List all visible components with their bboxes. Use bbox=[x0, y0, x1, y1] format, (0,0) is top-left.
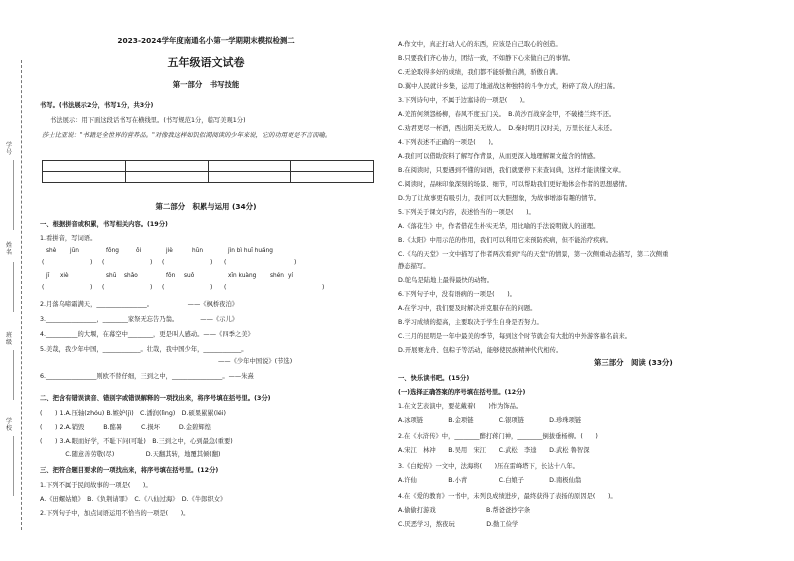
answer-paren-close: ) bbox=[90, 284, 93, 291]
pinyin: jiè bbox=[166, 248, 173, 254]
answer-paren-close: ) bbox=[150, 259, 153, 266]
writing-cell[interactable] bbox=[43, 172, 126, 183]
answer-paren-close: ) bbox=[210, 284, 213, 291]
pinyin: shè bbox=[46, 248, 57, 254]
answer-paren-open: ( bbox=[162, 259, 165, 266]
r-line: 3.下列诗句中，不属于边塞诗的一项是( )。 bbox=[398, 97, 529, 104]
q3-title: 三、把符合题目要求的一项找出来，将序号填在括号里。(12分) bbox=[40, 467, 219, 474]
r-line: B.《太阳》中用示范的作用，我们可以利用它来预防疾病，但不能治疗疾病。 bbox=[398, 237, 613, 244]
writing-cell[interactable] bbox=[208, 161, 291, 172]
binding-label-student-id: 学号 bbox=[5, 142, 12, 156]
r-line: D.鸵鸟是陆地上最得最快的动物。 bbox=[398, 277, 494, 284]
answer-paren-close: ) bbox=[322, 284, 325, 291]
writing-quote: 莎士比亚说："书籍是全世界的营养品。"对像我这样如饥似渴阅读的少年来说，它的功用更是不言而喻。 bbox=[42, 132, 332, 139]
q2-item-3-cont: C.随意善劳敬(尽) D.天翻其转，地覆其倾(翻) bbox=[40, 451, 221, 458]
reading-sec1-title: 一、快乐读书吧。(15分) bbox=[398, 375, 470, 382]
exam-title: 五年级语文试卷 bbox=[167, 56, 245, 69]
pinyin: yí bbox=[288, 273, 294, 279]
writing-requirement: 书法展示：用下面这段话书写在横线里。(书写规范1分，临写美观1分) bbox=[50, 117, 246, 124]
reading-q1-options: A.冰项链 B.金项链 C.银项链 D.珍珠项链 bbox=[398, 417, 582, 424]
answer-paren-open: ( bbox=[102, 284, 105, 291]
r-line: A.我们可以借助资料了解写作背景，从而更深入地理解课文蕴含的情感。 bbox=[398, 153, 600, 160]
q3-item-1-options: A.《田螺姑娘》 B.《负荆请罪》 C.《八仙过海》 D.《牛郎织女》 bbox=[40, 496, 227, 503]
answer-paren-open: ( bbox=[102, 259, 105, 266]
writing-cell[interactable] bbox=[43, 161, 126, 172]
r-line: C.《鸟的天堂》一文中描写了作者两次看到"鸟的天堂"的情景，第一次侧重动态描写，第二次侧重 bbox=[398, 251, 669, 258]
reading-q4-options-1: A.偷偷打游戏 B.帮爸爸抄字条 bbox=[398, 507, 531, 514]
r-line: C.三月的昆明是一年中最美的季节，每到这个时节就会有大批的中外游客慕名前来。 bbox=[398, 333, 632, 340]
q1-item-5: 5.美哉，我少年中国，____________。壮哉，我中国少年，____________。 bbox=[40, 346, 248, 353]
r-line: B.只要我们齐心协力，团结一致，不如静下心来做自己的事情。 bbox=[398, 55, 575, 62]
part3-title: 第三部分 阅读 (33分) bbox=[594, 358, 673, 367]
answer-paren-close: ) bbox=[90, 259, 93, 266]
r-line: B.学习成绩的提高，主要取决于学生自身是否努力。 bbox=[398, 319, 543, 326]
q1-item-3: 3.________________，________家祭无忘告乃翁。 ——《示儿》 bbox=[40, 316, 239, 323]
answer-paren-open: ( bbox=[42, 284, 45, 291]
pinyin: suǒ bbox=[184, 273, 195, 279]
pinyin: jìn bì huī huáng bbox=[228, 248, 273, 254]
q3-item-2: 2.下列句子中，加点词语运用不恰当的一项是( )。 bbox=[40, 510, 190, 517]
r-line: A.在学习中，我们要及时解决并克服存在的问题。 bbox=[398, 305, 537, 312]
r-line: D.开展赛龙舟、包粽子等活动，能够使民族精神代代相传。 bbox=[398, 347, 563, 354]
reading-q3: 3.《白蛇传》一文中，法海将( )压在雷峰塔下，长达十八年。 bbox=[398, 463, 579, 470]
r-line: 5.下列关于课文内容，表述恰当的一项是( )。 bbox=[398, 209, 535, 216]
binding-label-school: 学校 bbox=[5, 418, 12, 432]
r-line: A.《落花生》中，作者借花生朴实无华，用比喻的手法说明做人的道理。 bbox=[398, 223, 600, 230]
reading-q1: 1.在文艺表演中，要花戴着( )作为饰品。 bbox=[398, 403, 523, 410]
r-line: 4.下列表述不正确的一项是( )。 bbox=[398, 139, 498, 146]
reading-q4: 4.在《爱的教育》一书中，未列良成绩进步，最终获得了表扬的原因是( )。 bbox=[398, 493, 617, 500]
pinyin: hūn bbox=[192, 248, 204, 254]
answer-paren-close: ) bbox=[294, 259, 297, 266]
writing-cell[interactable] bbox=[291, 172, 374, 183]
r-line: C.无论取得多好的成绩，我们都不能骄傲自满，骄傲自满。 bbox=[398, 69, 562, 76]
q1-item-6: 6.________________则欧不替仔细，三到之中，________________。——朱熹 bbox=[40, 373, 254, 380]
answer-paren-close: ) bbox=[210, 259, 213, 266]
exam-header: 2023-2024学年度南通名小第一学期期末模拟检测二 bbox=[117, 36, 295, 45]
q3-item-1: 1.下列不属于民间故事的一项是( )。 bbox=[40, 482, 152, 489]
reading-sec1a-title: (一)选择正确答案的序号填在括号里。(12分) bbox=[398, 389, 526, 396]
pinyin: jūn bbox=[70, 248, 79, 254]
pinyin: shén bbox=[270, 273, 284, 279]
right-column bbox=[398, 0, 782, 561]
r-line: 6.下列句子中，没有语病的一项是( )。 bbox=[398, 291, 516, 298]
answer-paren-open: ( bbox=[224, 259, 227, 266]
r-line: A.羌笛何须怨杨柳，春风不度玉门关。 B.黄沙百战穿金甲，不破楼兰终不还。 bbox=[398, 111, 616, 118]
binding-label-class: 班级 bbox=[5, 332, 12, 346]
binding-dash-line bbox=[21, 60, 22, 530]
writing-grid bbox=[42, 160, 374, 183]
left-column bbox=[32, 0, 380, 561]
q2-title: 二、把含有错误读音、错别字或错误解释的一项找出来，将序号填在括号里。(3分) bbox=[40, 395, 271, 402]
q1-item-2: 2.月落乌啼霜满天，________________。 ——《枫桥夜泊》 bbox=[40, 301, 239, 308]
reading-q4-options-2: C.厌恶学习，熬夜玩 D.勤工俭学 bbox=[398, 521, 519, 528]
binding-strip bbox=[0, 0, 30, 561]
answer-paren-open: ( bbox=[42, 259, 45, 266]
q1-subtitle: 1.看拼音，写词语。 bbox=[40, 235, 97, 242]
binding-blank-name bbox=[13, 262, 14, 312]
binding-label-name: 姓名 bbox=[5, 242, 12, 256]
answer-paren-open: ( bbox=[224, 284, 227, 291]
r-line: D.为了让故事更有吸引力，我们可以大胆想象，为故事增添有趣的情节。 bbox=[398, 195, 601, 202]
writing-cell[interactable] bbox=[208, 172, 291, 183]
answer-paren-close: ) bbox=[150, 284, 153, 291]
r-line: D.翼中人民就计乡集，运用了地道战这种独特的斗争方式，粉碎了敌人的扫荡。 bbox=[398, 83, 619, 90]
pinyin: ǒi bbox=[136, 248, 142, 254]
part2-title: 第二部分 积累与运用 (34分) bbox=[155, 202, 257, 211]
pinyin: jī bbox=[46, 273, 50, 279]
pinyin: shǎo bbox=[124, 273, 138, 279]
q1-title: 一、根据拼音或积累，书写相关内容。(19分) bbox=[40, 221, 168, 228]
binding-blank-school bbox=[13, 436, 14, 496]
writing-cell[interactable] bbox=[125, 161, 208, 172]
part1-title: 第一部分 书写技能 bbox=[172, 80, 240, 89]
q1-item-5-source: ——《少年中国说》(节选) bbox=[218, 358, 293, 365]
reading-q2-options: A.宋江 林冲 B.吴用 宋江 C.武松 李逵 D.武松 鲁智深 bbox=[398, 447, 590, 454]
writing-cell[interactable] bbox=[291, 161, 374, 172]
pinyin: fǒn bbox=[166, 273, 176, 279]
writing-line: 书写。(书法展示2分，书写1分，共3分) bbox=[40, 102, 154, 109]
pinyin: xiè bbox=[60, 273, 69, 279]
r-line: A.作文中，真正打动人心的东西，应该是自己取心的创造。 bbox=[398, 41, 562, 48]
pinyin: shū bbox=[106, 273, 117, 279]
r-line: 静态描写。 bbox=[398, 263, 430, 270]
answer-paren-open: ( bbox=[162, 284, 165, 291]
binding-blank-class bbox=[13, 350, 14, 400]
writing-cell[interactable] bbox=[125, 172, 208, 183]
q1-item-4: 4.__________的大堰，在幕空中________，更是叫人感动。——《四季之美》 bbox=[40, 331, 254, 338]
binding-blank-student-id bbox=[13, 160, 14, 230]
q2-item-1: ( ) 1.A.压轴(zhóu) B.嫉妒(jì) C.潘润(lìng) D.硕果累累(léi) bbox=[40, 410, 227, 417]
r-line: C.阅读时，品味印象深刻的场景、细节，可以帮助我们更好地体会作者的思想感情。 bbox=[398, 181, 632, 188]
reading-q2: 2.在《水浒传》中，________醉打蒋门神，________倒拔垂杨柳。( ) bbox=[398, 433, 598, 440]
pinyin: xīn kuàng bbox=[228, 273, 257, 279]
r-line: C.劝君更尽一杯酒，西出阳关无故人。 D.秦时明月汉时关，万里长征人未还。 bbox=[398, 125, 616, 132]
q2-item-3: ( ) 3.A.眼而好学，不耻下问(可耻) B.三到之中，心到最急(重要) bbox=[40, 438, 233, 445]
pinyin: fǒng bbox=[106, 248, 119, 254]
r-line: B.在阅读时，只要遇到不懂的词语，我们就要停下来查词典，这样才能读懂文章。 bbox=[398, 167, 625, 174]
q2-item-2: ( ) 2.A.销毁 B.酩暑 C.损坏 D.金碧辉煌 bbox=[40, 424, 211, 431]
reading-q3-options: A.许仙 B.小青 C.白娘子 D.南极仙翁 bbox=[398, 477, 582, 484]
